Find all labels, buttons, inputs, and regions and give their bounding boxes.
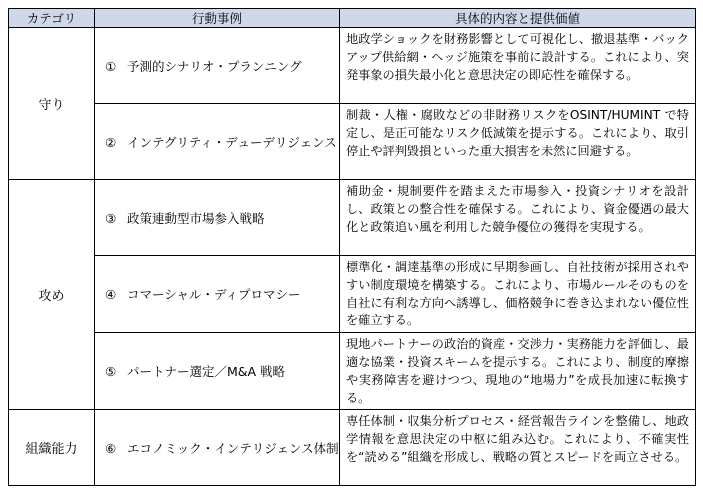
action-cell	[95, 180, 340, 256]
action-table	[8, 8, 696, 486]
header-action: 行動事例	[95, 9, 340, 28]
row-number: ④	[105, 287, 117, 303]
row-number: ②	[105, 134, 117, 150]
action-cell	[95, 410, 340, 486]
category-defense: 守り	[9, 28, 95, 180]
description-cell: 地政学ショックを財務影響として可視化し、撤退基準・バックアップ供給網・ヘッジ施策を事前に設計する。これにより、突発事象の損失最小化と意思決定の即応性を確保する。	[340, 28, 696, 104]
header-row	[9, 9, 696, 28]
action-title: 予測的シナリオ・プランニング	[127, 58, 302, 74]
table-row	[9, 180, 696, 256]
action-cell	[95, 256, 340, 333]
description-cell: 専任体制・収集分析プロセス・経営報告ラインを整備し、地政学情報を意思決定の中枢に組み込む。これにより、不確実性を“読める”組織を形成し、戦略の質とスピードを両立させる。	[340, 410, 696, 486]
action-cell	[95, 333, 340, 410]
header-category: カテゴリ	[9, 9, 95, 28]
action-cell	[95, 28, 340, 104]
row-number: ⑥	[105, 440, 117, 456]
description-cell: 標準化・調達基準の形成に早期参画し、自社技術が採用されやすい制度環境を構築する。これにより、市場ルールそのものを自社に有利な方向へ誘導し、価格競争に巻き込まれない優位性を確立する。	[340, 256, 696, 333]
action-title: コマーシャル・ディプロマシー	[127, 287, 301, 303]
action-title: 政策連動型市場参入戦略	[127, 210, 265, 226]
table-row	[9, 104, 696, 180]
row-number: ⑤	[105, 364, 117, 380]
category-offense: 攻め	[9, 180, 95, 410]
description-cell: 制裁・人権・腐敗などの非財務リスクをOSINT/HUMINT で特定し、是正可能なリスク低減策を提示する。これにより、取引停止や評判毀損といった重大損害を未然に回避する。	[340, 104, 696, 180]
header-content: 具体的内容と提供価値	[340, 9, 696, 28]
action-title: パートナー選定／M&A 戦略	[127, 364, 286, 380]
table-row	[9, 256, 696, 333]
row-number: ①	[105, 58, 117, 74]
action-title: インテグリティ・デューデリジェンス	[127, 134, 337, 150]
table-row	[9, 410, 696, 486]
category-organization: 組織能力	[9, 410, 95, 486]
table-row	[9, 28, 696, 104]
row-number: ③	[105, 210, 117, 226]
description-cell: 現地パートナーの政治的資産・交渉力・実務能力を評価し、最適な協業・投資スキームを提示する。これにより、制度的摩擦や実務障害を避けつつ、現地の“地場力”を成長加速に転換する。	[340, 333, 696, 410]
description-cell: 補助金・規制要件を踏まえた市場参入・投資シナリオを設計し、政策との整合性を確保する。これにより、資金優遇の最大化と政策追い風を利用した競争優位の獲得を実現する。	[340, 180, 696, 256]
action-cell	[95, 104, 340, 180]
action-title: エコノミック・インテリジェンス体制	[127, 440, 339, 456]
table-row	[9, 333, 696, 410]
